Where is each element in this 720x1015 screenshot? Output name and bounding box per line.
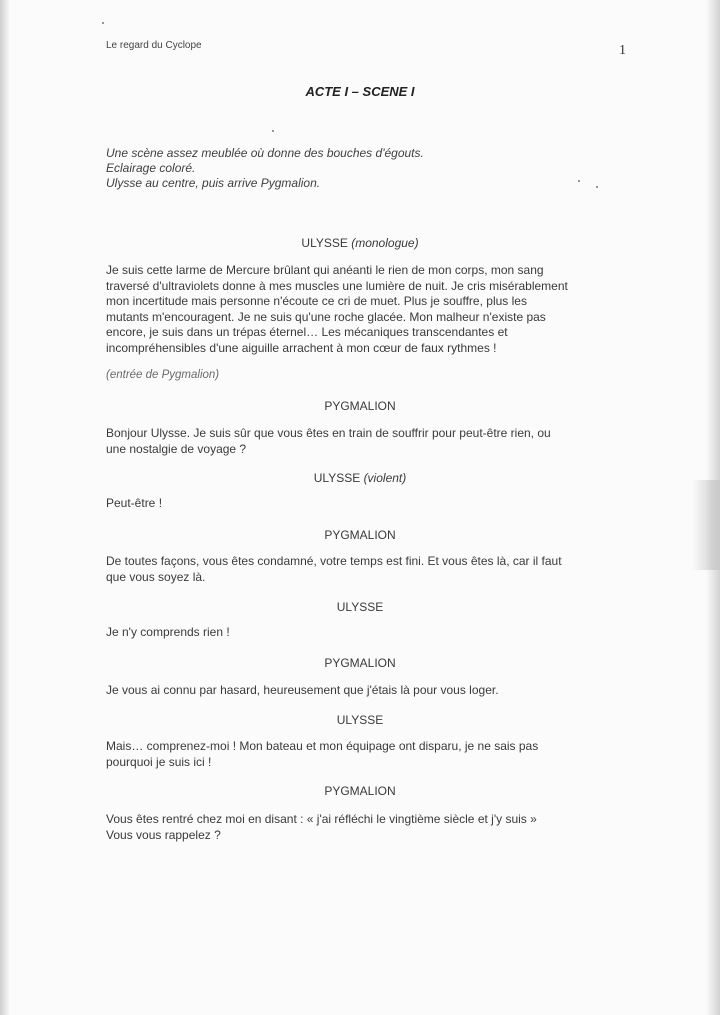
- scan-speck: [596, 186, 598, 188]
- scan-speck: [272, 130, 274, 132]
- page-number: 1: [619, 43, 626, 58]
- speaker-heading: [0, 600, 720, 614]
- speaker-heading: [0, 784, 720, 798]
- running-header-title: Le regard du Cyclope: [106, 40, 202, 51]
- speech-line: pourquoi je suis ici !: [106, 754, 212, 769]
- opening-stage-directions: [106, 146, 424, 191]
- speaker-heading: [0, 399, 720, 413]
- stage-direction-line: Ulysse au centre, puis arrive Pygmalion.: [106, 176, 321, 190]
- speech-line: mutants m'encouragent. Je ne suis qu'une roche glacée. Mon malheur n'existe pas: [106, 309, 546, 324]
- speaker-name: PYGMALION: [324, 399, 396, 413]
- speaker-name: ULYSSE: [313, 471, 361, 485]
- speech-line: Vous vous rappelez ?: [106, 827, 221, 842]
- speaker-heading: [0, 528, 720, 542]
- scan-speck: [578, 180, 580, 182]
- stage-direction-line: Eclairage coloré.: [106, 161, 196, 175]
- speaker-direction: (violent): [363, 471, 407, 485]
- speaker-name: PYGMALION: [324, 656, 396, 670]
- speech-line: une nostalgie de voyage ?: [106, 441, 247, 456]
- speech-line: Vous êtes rentré chez moi en disant : « j'ai réfléchi le vingtième siècle et j'y suis »: [106, 812, 537, 826]
- speaker-name: ULYSSE: [336, 600, 384, 614]
- stage-direction-line: Une scène assez meublée où donne des bouches d'égouts.: [106, 146, 424, 160]
- speech-line: De toutes façons, vous êtes condamné, votre temps est fini. Et vous êtes là, car il faut: [106, 554, 562, 568]
- speech-line: mon incertitude mais personne n'écoute ce cri de muet. Plus je souffre, plus les: [106, 294, 527, 309]
- speech-paragraph: [106, 739, 626, 770]
- scan-shadow-left: [0, 0, 10, 1015]
- speech-paragraph: [106, 625, 626, 641]
- speaker-name: PYGMALION: [324, 784, 396, 798]
- speech-line: Je vous ai connu par hasard, heureusement que j'étais là pour vous loger.: [106, 683, 499, 697]
- speech-line: incompréhensibles d'une aiguille arrachent à mon cœur de faux rythmes !: [106, 340, 497, 355]
- speech-line: Peut-être !: [106, 496, 163, 510]
- speaker-direction: (monologue): [351, 236, 419, 250]
- paper-fold: [692, 480, 720, 570]
- speaker-heading: [0, 236, 720, 250]
- speaker-heading: [0, 656, 720, 670]
- speech-line: Je suis cette larme de Mercure brûlant qui anéanti le rien de mon corps, mon sang: [106, 263, 544, 277]
- speaker-name: ULYSSE: [301, 236, 348, 250]
- speaker-heading: [0, 471, 720, 485]
- speech-paragraph: [106, 496, 626, 512]
- speech-line: Je n'y comprends rien !: [106, 625, 230, 639]
- speech-paragraph: [106, 683, 626, 699]
- speech-paragraph: [106, 263, 626, 357]
- speech-paragraph: [106, 426, 626, 457]
- speaker-name: ULYSSE: [336, 713, 384, 727]
- stage-direction-entry: (entrée de Pygmalion): [106, 369, 220, 381]
- speech-line: que vous soyez là.: [106, 569, 206, 584]
- scene-title: ACTE I – SCENE I: [305, 84, 415, 99]
- speech-line: Mais… comprenez-moi ! Mon bateau et mon équipage ont disparu, je ne sais pas: [106, 739, 539, 753]
- speaker-heading: [0, 713, 720, 727]
- speech-line: Bonjour Ulysse. Je suis sûr que vous êtes en train de souffrir pour peut-être rien, ou: [106, 426, 551, 440]
- speaker-name: PYGMALION: [324, 528, 396, 542]
- speech-paragraph: [106, 812, 626, 843]
- speech-line: traversé d'ultraviolets donne à mes muscles une lumière de nuit. Je cris misérablement: [106, 278, 568, 293]
- scan-speck: [102, 22, 104, 24]
- speech-line: encore, je suis dans un trépas éternel… Les mécaniques transcendantes et: [106, 325, 508, 340]
- speech-paragraph: [106, 554, 626, 585]
